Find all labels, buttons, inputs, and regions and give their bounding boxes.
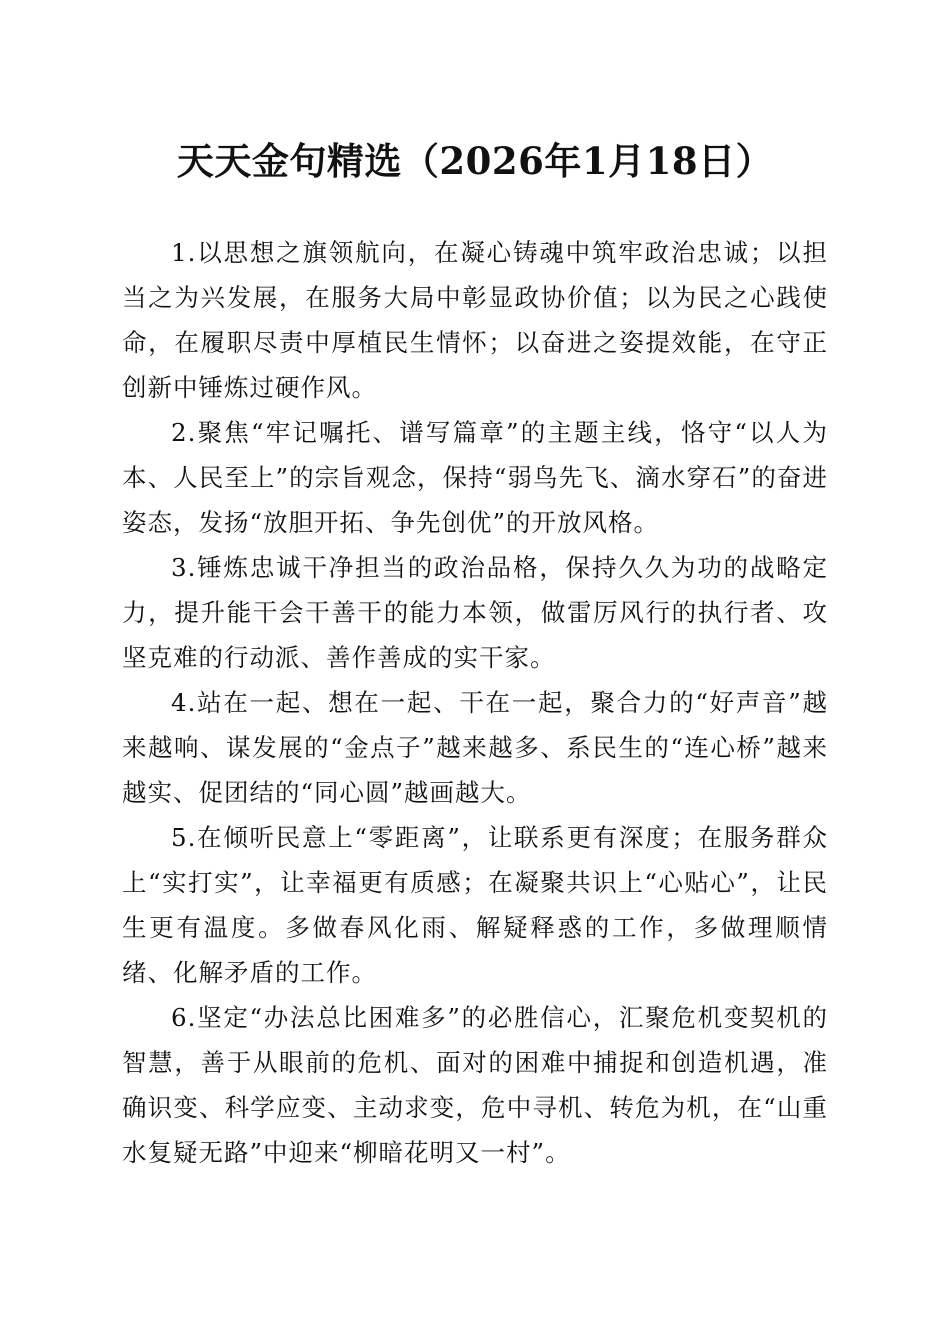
paragraph-6: 6.坚定“办法总比困难多”的必胜信心，汇聚危机变契机的智慧，善于从眼前的危机、面对的困难中捕捉和创造机遇，准确识变、科学应变、主动求变，危中寻机、转危为机，在“山重水复疑无路”中迎来“柳暗花明又一村”。 bbox=[122, 1003, 828, 1167]
paragraph-5: 5.在倾听民意上“零距离”，让联系更有深度；在服务群众上“实打实”，让幸福更有质感；在凝聚共识上“心贴心”，让民生更有温度。多做春风化雨、解疑释惑的工作，多做理顺情绪、化解矛盾的工作。 bbox=[122, 823, 828, 987]
paragraph-2: 2.聚焦“牢记嘱托、谱写篇章”的主题主线，恪守“以人为本、人民至上”的宗旨观念，保持“弱鸟先飞、滴水穿石”的奋进姿态，发扬“放胆开拓、争先创优”的开放风格。 bbox=[122, 418, 828, 537]
paragraph-1: 1.以思想之旗领航向，在凝心铸魂中筑牢政治忠诚；以担当之为兴发展，在服务大局中彰显政协价值；以为民之心践使命，在履职尽责中厚植民生情怀；以奋进之姿提效能，在守正创新中锤炼过硬作风。 bbox=[122, 238, 828, 402]
paragraph-4: 4.站在一起、想在一起、干在一起，聚合力的“好声音”越来越响、谋发展的“金点子”越来越多、系民生的“连心桥”越来越实、促团结的“同心圆”越画越大。 bbox=[122, 688, 828, 807]
paragraph-3: 3.锤炼忠诚干净担当的政治品格，保持久久为功的战略定力，提升能干会干善干的能力本领，做雷厉风行的执行者、攻坚克难的行动派、善作善成的实干家。 bbox=[122, 553, 828, 672]
document-title: 天天金句精选（2026年1月18日） bbox=[176, 139, 774, 183]
document-body bbox=[122, 230, 828, 1175]
